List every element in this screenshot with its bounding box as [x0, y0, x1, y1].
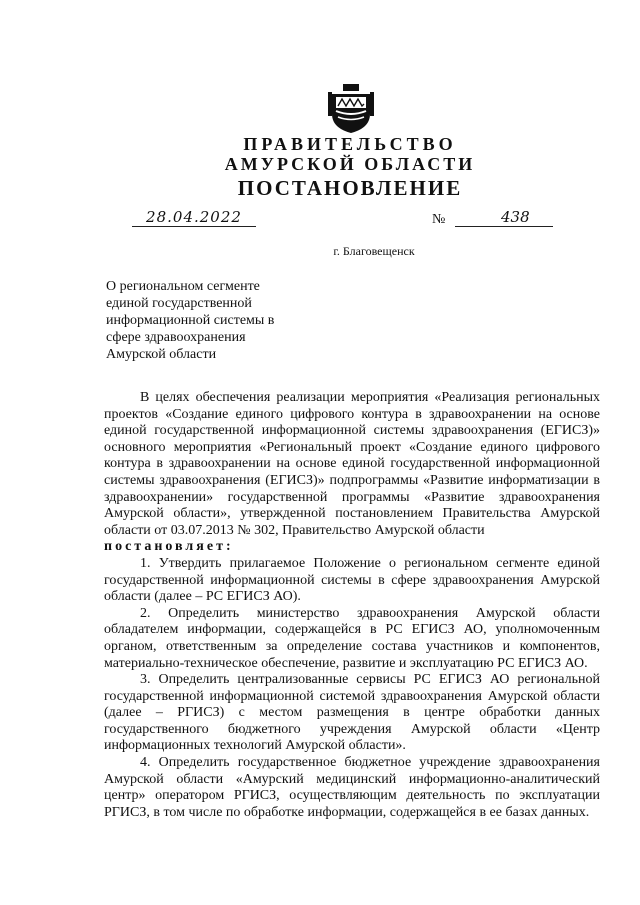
- subject-line: сфере здравоохранения: [106, 330, 246, 345]
- document-date: 28.04.2022: [132, 208, 256, 227]
- subject-line: Амурской области: [106, 347, 217, 362]
- resolution-item: 4. Определить государственное бюджетное учреждение здравоохранения Амурской области «Амурский медицинский информационно-аналитический центр» оператором РГИСЗ, осуществляющим деятельность по эксплуатации РГИСЗ, в том числе по обработке информации, содержащейся в ее базах данных.: [104, 755, 600, 820]
- resolution-item: 1. Утвердить прилагаемое Положение о региональном сегменте единой государственной информационной системы в сфере здравоохранения Амурской области (далее – РС ЕГИСЗ АО).: [104, 555, 600, 605]
- document-body: [104, 390, 600, 821]
- government-title-line1: ПРАВИТЕЛЬСТВО: [243, 134, 457, 154]
- document-type-title: ПОСТАНОВЛЕНИЕ: [237, 176, 463, 200]
- resolution-item: 3. Определить централизованные сервисы РС ЕГИСЗ АО региональной государственной информационной системой здравоохранения Амурской области (далее – РГИСЗ) с местом размещения в центре обработки данных государственного бюджетного учреждения Амурской области «Центр информационных технологий Амурской области».: [104, 672, 600, 754]
- number-sign: №: [432, 212, 446, 227]
- resolve-word: постановляет:: [104, 539, 234, 555]
- government-title-line2: АМУРСКОЙ ОБЛАСТИ: [224, 154, 476, 174]
- resolution-item: 2. Определить министерство здравоохранения Амурской области обладателем информации, содержащейся в РС ЕГИСЗ АО, уполномоченным органом, ответственным за определение состава участников и компонентов, материально-техническое обеспечение, развитие и эксплуатацию РС ЕГИСЗ АО.: [104, 605, 600, 671]
- document-number: 438: [455, 208, 553, 227]
- document-subject: [106, 278, 306, 363]
- preamble-paragraph: В целях обеспечения реализации мероприятия «Реализация региональных проектов «Создание единого цифрового контура в здравоохранении на основе единой государственной информационной системы здравоохранения (ЕГИСЗ)» основного мероприятия «Региональный проект «Создание единого цифрового контура в здравоохранении на основе единой государственной информационной системы здравоохранения (ЕГИСЗ)» подпрограммы «Развитие информатизации в здравоохранении» государственной программы «Развитие здравоохранения Амурской области», утвержденной постановлением Правительства Амурской области от 03.07.2013 № 302, Правительство Амурской области: [104, 390, 600, 538]
- amur-oblast-coat-of-arms-icon: [328, 84, 374, 134]
- subject-line: О региональном сегменте: [106, 279, 260, 294]
- document-city: г. Благовещенск: [333, 244, 415, 258]
- subject-line: информационной системы в: [106, 313, 275, 328]
- subject-line: единой государственной: [106, 296, 252, 311]
